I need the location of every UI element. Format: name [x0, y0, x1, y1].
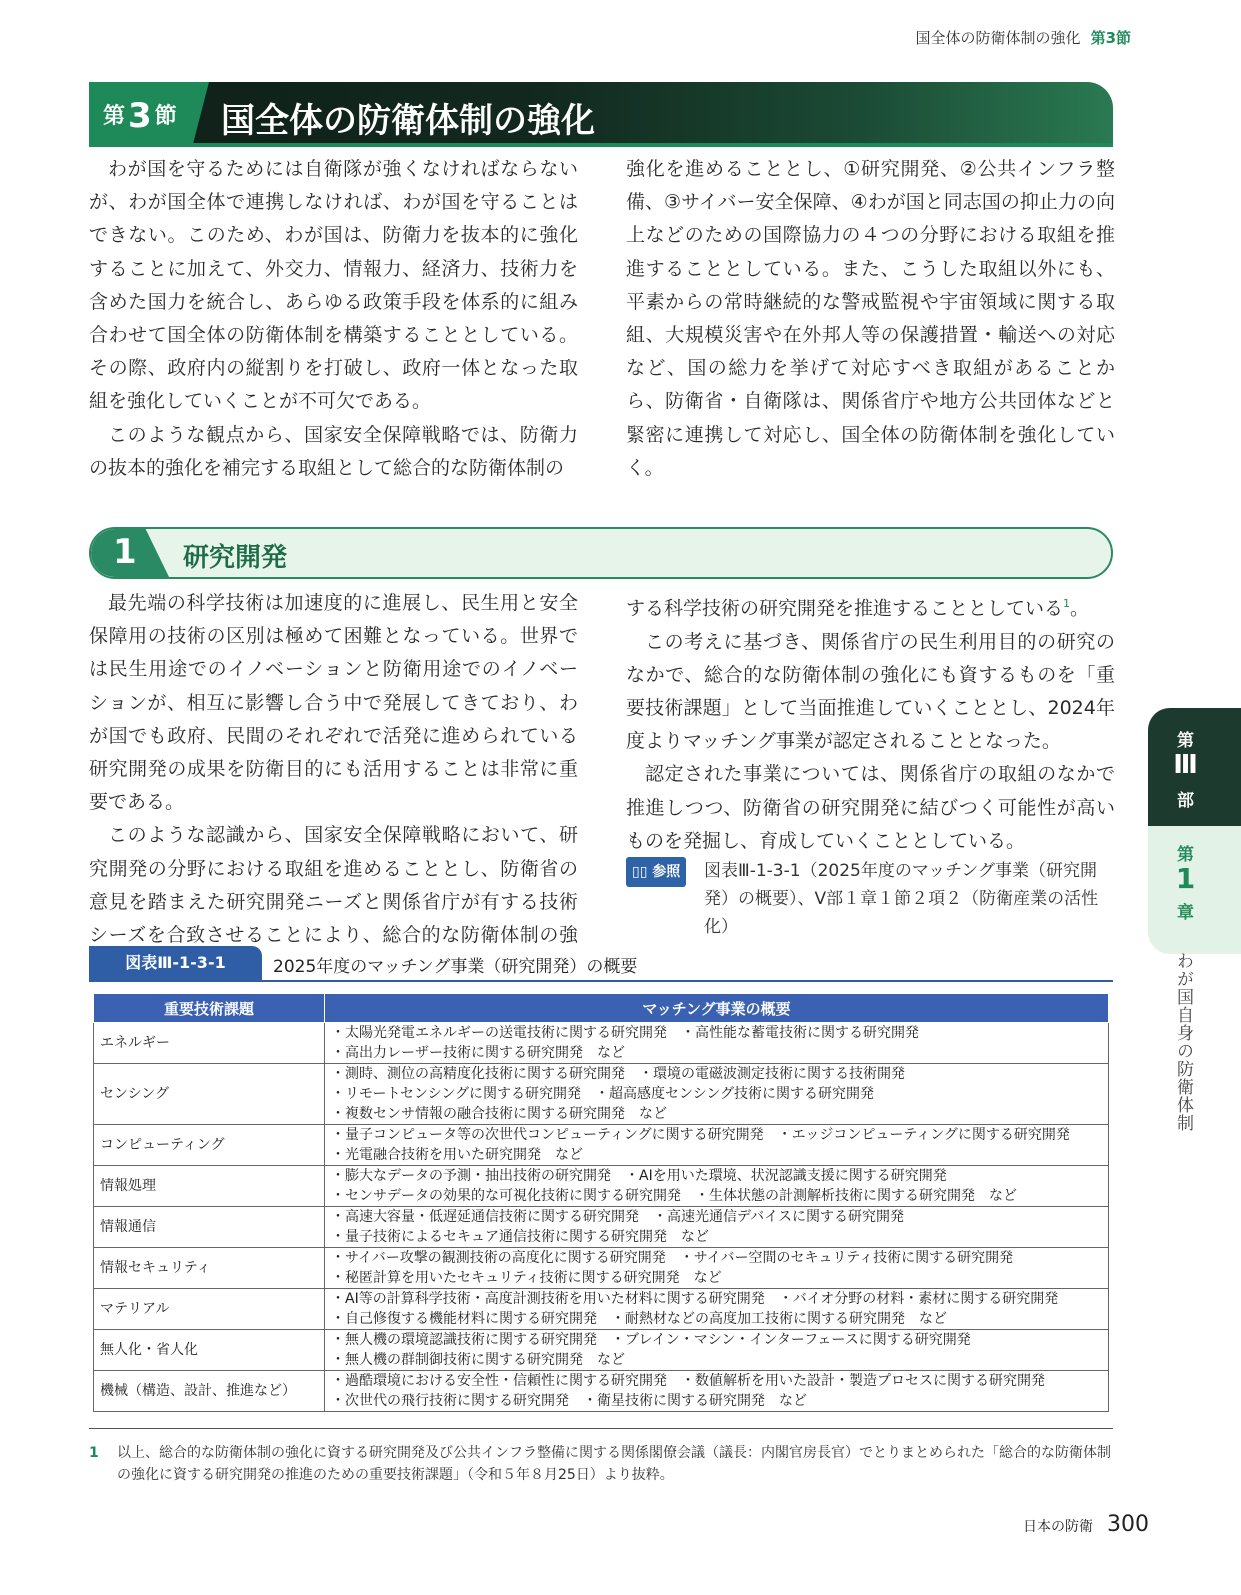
section-banner-rule: [89, 143, 1113, 147]
detail-line: ・センサデータの効果的な可視化技術に関する研究開発 ・生体状態の計測解析技術に関する研究開発 など: [331, 1188, 1017, 1204]
detail-line: ・AI等の計算科学技術・高度計測技術を用いた材料に関する研究開発 ・バイオ分野の材料・素材に関する研究開発: [331, 1291, 1059, 1307]
body-paragraph-5: 認定された事業については、関係省庁の取組のなかで推進しつつ、防衛省の研究開発に結びつく可能性が高いものを発掘し、育成していくこととしている。: [626, 763, 1115, 852]
table-row: [94, 1207, 1109, 1248]
part-tab[interactable]: [1148, 708, 1241, 826]
detail-line: ・光電融合技術を用いた研究開発 など: [331, 1147, 583, 1163]
body-paragraph-3: [626, 587, 1115, 626]
table-row: [94, 1023, 1109, 1064]
part-suffix: 部: [1177, 791, 1194, 811]
figure-header: [89, 946, 1113, 982]
table-cell-detail: [325, 1371, 1109, 1412]
table-header-topic: 重要技術課題: [94, 994, 325, 1023]
section-banner: [89, 82, 1113, 147]
detail-line: ・過酷環境における安全性・信頼性に関する研究開発 ・数値解析を用いた設計・製造プロセスに関する研究開発: [331, 1373, 1045, 1389]
table-cell-topic: 情報処理: [94, 1166, 325, 1207]
table-cell-detail: [325, 1064, 1109, 1125]
detail-line: ・無人機の環境認識技術に関する研究開発 ・ブレイン・マシン・インターフェースに関する研究開発: [331, 1332, 971, 1348]
part-prefix: 第: [1177, 731, 1194, 751]
figure-label: 図表Ⅲ-1-3-1: [89, 946, 262, 982]
intro-right-column: [626, 153, 1115, 485]
table-cell-detail: [325, 1023, 1109, 1064]
detail-line: ・複数センサ情報の融合技術に関する研究開発 など: [331, 1106, 667, 1122]
table-cell-topic: コンピューティング: [94, 1125, 325, 1166]
body-paragraph-4: この考えに基づき、関係省庁の民生利用目的の研究のなかで、総合的な防衛体制の強化にも資するものを「重要技術課題」として当面推進していくこととし、2024年度よりマッチング事業が認定されることとなった。: [626, 630, 1115, 753]
body-left-column: [89, 587, 578, 985]
table-row: [94, 1064, 1109, 1125]
page-number: 300: [1107, 1512, 1149, 1537]
footnote: [89, 1442, 1113, 1486]
body-paragraph-3-end: 。: [1070, 597, 1090, 620]
reference-badge-label: 参照: [652, 864, 681, 880]
running-head: [916, 27, 1131, 48]
body-right-column: [626, 587, 1115, 858]
intro-paragraph-3: 強化を進めることとし、①研究開発、②公共インフラ整備、③サイバー安全保障、④わが国と同志国の抑止力の向上などのための国際協力の４つの分野における取組を推進することとしている。また、こうした取組以外にも、平素からの常時継続的な警戒監視や宇宙領域に関する取組、大規模災害や在外邦人等の保護措置・輸送への対応など、国の総力を挙げて対応すべき取組があることから、防衛省・自衛隊は、関係省庁や地方公共団体などと緊密に連携して対応し、国全体の防衛体制を強化していく。: [626, 158, 1115, 479]
section-number: [103, 96, 177, 136]
table-row: [94, 1125, 1109, 1166]
intro-paragraph-2: このような観点から、国家安全保障戦略では、防衛力の抜本的強化を補完する取組として総合的な防衛体制の: [89, 423, 578, 479]
part-number: Ⅲ: [1173, 750, 1198, 780]
reference-note: [626, 857, 1116, 937]
footnote-rule: [89, 1428, 1113, 1429]
table-row: [94, 1330, 1109, 1371]
table-cell-topic: 機械（構造、設計、推進など）: [94, 1371, 325, 1412]
detail-line: ・高速大容量・低遅延通信技術に関する研究開発 ・高速光通信デバイスに関する研究開発: [331, 1209, 905, 1225]
table-cell-detail: [325, 1330, 1109, 1371]
footnote-number: 1: [89, 1445, 99, 1461]
detail-line: ・膨大なデータの予測・抽出技術の研究開発 ・AIを用いた環境、状況認識支援に関する研究開発: [331, 1168, 947, 1184]
table-row: [94, 1289, 1109, 1330]
body-paragraph-3-text: する科学技術の研究開発を推進することとしている: [626, 597, 1064, 620]
detail-line: ・量子技術によるセキュア通信技術に関する研究開発 など: [331, 1229, 709, 1245]
table-row: [94, 1166, 1109, 1207]
chapter-title-vertical: わが国自身の防衛体制: [1173, 952, 1193, 1132]
body-paragraph-2: このような認識から、国家安全保障戦略において、研究開発の分野における取組を進めることとし、防衛省の意見を踏まえた研究開発ニーズと関係省庁が有する技術シーズを合致させることにより、総合的な防衛体制の強: [89, 824, 578, 947]
detail-line: ・自己修復する機能材料に関する研究開発 ・耐熱材などの高度加工技術に関する研究開発 など: [331, 1311, 947, 1327]
chapter-number: 1: [1175, 862, 1196, 895]
table-cell-topic: センシング: [94, 1064, 325, 1125]
table-cell-detail: [325, 1289, 1109, 1330]
table-header-overview: マッチング事業の概要: [325, 994, 1109, 1023]
chapter-prefix: 第: [1177, 845, 1194, 865]
figure-caption: 2025年度のマッチング事業（研究開発）の概要: [273, 957, 638, 977]
table-cell-detail: [325, 1207, 1109, 1248]
publication-name: 日本の防衛: [1023, 1519, 1093, 1535]
section-num: 3: [128, 96, 152, 136]
detail-line: ・秘匿計算を用いたセキュリティ技術に関する研究開発 など: [331, 1270, 722, 1286]
table-header-row: [94, 994, 1109, 1023]
table-cell-topic: マテリアル: [94, 1289, 325, 1330]
section-prefix: 第: [103, 104, 126, 129]
subsection-banner: [89, 527, 1113, 579]
chapter-suffix: 章: [1177, 903, 1194, 923]
table-row: [94, 1371, 1109, 1412]
table-cell-topic: エネルギー: [94, 1023, 325, 1064]
body-paragraph-1: 最先端の科学技術は加速度的に進展し、民生用と安全保障用の技術の区別は極めて困難となっている。世界では民生用途でのイノベーションと防衛用途でのイノベーションが、相互に影響し合う中で発展してきており、わが国でも政府、民間のそれぞれで活発に進められている研究開発の成果を防衛目的にも活用することは非常に重要である。: [89, 592, 578, 814]
subsection-title: 研究開発: [183, 543, 288, 573]
table-cell-detail: [325, 1248, 1109, 1289]
detail-line: ・リモートセンシングに関する研究開発 ・超高感度センシング技術に関する研究開発: [331, 1086, 875, 1102]
detail-line: ・量子コンピュータ等の次世代コンピューティングに関する研究開発 ・エッジコンピューティングに関する研究開発: [331, 1127, 1070, 1143]
running-head-section: 第3節: [1090, 29, 1131, 47]
detail-line: ・無人機の群制御技術に関する研究開発 など: [331, 1352, 625, 1368]
detail-line: ・太陽光発電エネルギーの送電技術に関する研究開発 ・高性能な蓄電技術に関する研究開発: [331, 1025, 919, 1041]
table-cell-topic: 情報通信: [94, 1207, 325, 1248]
intro-paragraph-1: わが国を守るためには自衛隊が強くなければならないが、わが国全体で連携しなければ、わが国を守ることはできない。このため、わが国は、防衛力を抜本的に強化することに加えて、外交力、情報力、経済力、技術力を含めた国力を統合し、あらゆる政策手段を体系的に組み合わせて国全体の防衛体制を構築することとしている。その際、政府内の縦割りを打破し、政府一体となった取組を強化していくことが不可欠である。: [89, 158, 578, 413]
reference-badge: [626, 857, 686, 887]
intro-left-column: [89, 153, 578, 485]
section-suffix: 節: [154, 104, 177, 129]
reference-text[interactable]: 図表Ⅲ-1-3-1（2025年度のマッチング事業（研究開発）の概要）、Ⅴ部１章１節２項２（防衛産業の活性化）: [704, 861, 1099, 937]
detail-line: ・測時、測位の高精度化技術に関する研究開発 ・環境の電磁波測定技術に関する技術開発: [331, 1066, 905, 1082]
page-footer: [1023, 1512, 1149, 1537]
footnote-text: 以上、総合的な防衛体制の強化に資する研究開発及び公共インフラ整備に関する関係閣僚会議（議長：内閣官房長官）でとりまとめられた「総合的な防衛体制の強化に資する研究開発の推進のための重要技術課題」（令和５年８月25日）より抜粋。: [117, 1445, 1111, 1483]
book-icon: ▯▯: [632, 864, 648, 880]
table-row: [94, 1248, 1109, 1289]
table-cell-detail: [325, 1166, 1109, 1207]
chapter-tab[interactable]: [1148, 826, 1241, 954]
figure-rule: [89, 980, 1113, 982]
subsection-number: 1: [113, 532, 137, 572]
table-cell-topic: 情報セキュリティ: [94, 1248, 325, 1289]
footnote-marker[interactable]: 1: [1063, 597, 1071, 610]
detail-line: ・次世代の飛行技術に関する研究開発 ・衛星技術に関する研究開発 など: [331, 1393, 807, 1409]
table-cell-detail: [325, 1125, 1109, 1166]
detail-line: ・高出力レーザー技術に関する研究開発 など: [331, 1045, 625, 1061]
figure-table: [93, 993, 1109, 1412]
detail-line: ・サイバー攻撃の観測技術の高度化に関する研究開発 ・サイバー空間のセキュリティ技術に関する研究開発: [331, 1250, 1014, 1266]
running-head-title: 国全体の防衛体制の強化: [915, 29, 1081, 47]
section-title: 国全体の防衛体制の強化: [221, 101, 595, 141]
table-cell-topic: 無人化・省人化: [94, 1330, 325, 1371]
